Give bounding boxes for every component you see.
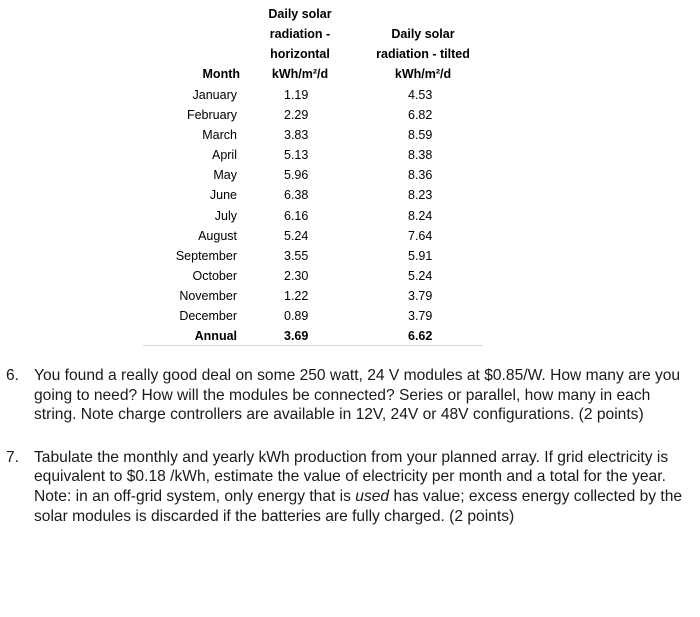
cell-tilted: 8.59 <box>408 128 433 143</box>
table-row <box>0 125 700 145</box>
question-text <box>34 448 686 526</box>
table-row <box>0 145 700 165</box>
header-horizontal <box>245 4 355 84</box>
question-text-part: Tabulate the monthly and yearly kWh production from your planned array. If grid electricity is equivalent to $0.18 /kWh, estimate the value of electricity per month and a total for the year. Note: in an off-grid system, only energy that is <box>34 448 669 505</box>
cell-month: February <box>186 108 237 123</box>
table-row <box>0 306 700 326</box>
cell-month: July <box>214 208 237 223</box>
table-row <box>0 206 700 226</box>
cell-horizontal: 5.24 <box>284 228 309 243</box>
cell-month: May <box>213 168 237 183</box>
cell-horizontal: 3.55 <box>284 248 309 263</box>
cell-month: January <box>192 88 237 102</box>
header-horizontal-line: radiation - <box>269 27 331 41</box>
cell-tilted: 8.23 <box>408 188 433 203</box>
table-row <box>0 85 700 105</box>
question-number: 7. <box>6 448 20 466</box>
cell-month: April <box>211 148 237 163</box>
question-text: You found a really good deal on some 250 watt, 24 V modules at $0.85/W. How many are you going to need? How will the modules be connected? Series or parallel, how many in each string. Note charge controllers are available in 12V, 24V or 48V configurations. (2 points) <box>34 367 681 424</box>
cell-horizontal: 2.30 <box>284 268 309 283</box>
table-body <box>0 85 700 346</box>
cell-month: August <box>198 228 237 243</box>
header-horizontal-line: kWh/m²/d <box>271 67 329 81</box>
cell-horizontal: 6.16 <box>284 208 309 223</box>
cell-horizontal: 1.19 <box>284 88 309 102</box>
cell-month: November <box>179 288 237 303</box>
cell-tilted: 8.38 <box>408 148 433 163</box>
cell-month: March <box>202 128 237 143</box>
question-text-emphasis: used <box>355 487 390 505</box>
cell-tilted: 5.24 <box>408 268 433 283</box>
cell-horizontal: 2.29 <box>284 108 309 123</box>
cell-month: October <box>192 268 237 283</box>
cell-tilted: 6.82 <box>408 108 433 123</box>
question-list <box>0 366 700 526</box>
cell-tilted: 6.62 <box>408 329 433 344</box>
cell-month: Annual <box>194 329 237 344</box>
cell-horizontal: 6.38 <box>284 188 309 203</box>
cell-tilted: 7.64 <box>408 228 433 243</box>
cell-horizontal: 5.13 <box>284 148 309 163</box>
cell-tilted: 3.79 <box>408 288 433 303</box>
cell-tilted: 8.24 <box>408 208 433 223</box>
header-horizontal-line: Daily solar <box>268 7 332 21</box>
cell-horizontal: 5.96 <box>284 168 309 183</box>
header-tilted-line: kWh/m²/d <box>394 67 452 81</box>
table-row <box>0 266 700 286</box>
question-number: 6. <box>6 367 20 384</box>
cell-month: December <box>179 309 237 324</box>
question-6 <box>0 366 700 425</box>
table-bottom-rule <box>143 345 483 346</box>
header-tilted <box>358 24 488 84</box>
header-tilted-line: radiation - tilted <box>376 47 470 61</box>
table-row <box>0 105 700 125</box>
cell-month: June <box>209 188 237 203</box>
table-row <box>0 226 700 246</box>
cell-tilted: 3.79 <box>408 309 433 324</box>
question-7 <box>0 448 700 526</box>
cell-horizontal: 3.83 <box>284 128 309 143</box>
table-row <box>0 246 700 266</box>
table-row <box>0 165 700 185</box>
question-text-part: has value; excess energy collected by the solar modules is discarded if the batteries are fully charged. (2 points) <box>34 487 683 525</box>
table-row <box>0 185 700 205</box>
header-horizontal-line: horizontal <box>270 47 330 61</box>
table-row-annual <box>0 326 700 346</box>
cell-horizontal: 1.22 <box>284 288 309 303</box>
cell-horizontal: 0.89 <box>284 309 309 324</box>
cell-tilted: 8.36 <box>408 168 433 183</box>
cell-horizontal: 3.69 <box>284 329 309 344</box>
cell-tilted: 4.53 <box>408 88 433 102</box>
header-month: Month <box>202 67 240 81</box>
cell-tilted: 5.91 <box>408 248 433 263</box>
cell-month: September <box>175 248 237 263</box>
header-tilted-line: Daily solar <box>391 27 455 41</box>
table-row <box>0 286 700 306</box>
